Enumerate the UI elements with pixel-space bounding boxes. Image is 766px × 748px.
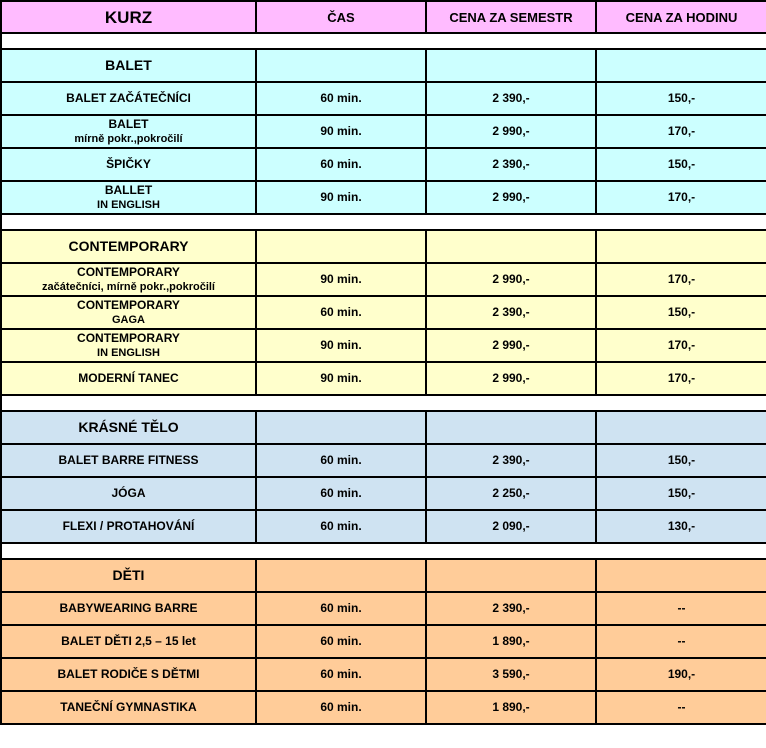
course-price-semester: 2 990,- [426,362,596,395]
section-header-row [1,411,766,444]
course-name-cell [1,592,256,625]
course-price-hour: -- [596,592,766,625]
header-cena-hodina: CENA ZA HODINU [596,1,766,33]
spacer-cell [1,543,766,559]
spacer-cell [1,33,766,49]
course-price-hour: 150,- [596,148,766,181]
course-name-cell [1,477,256,510]
price-table-body [1,1,766,724]
spacer-cell [1,395,766,411]
course-level: GAGA [112,313,145,326]
course-level: IN ENGLISH [97,198,160,211]
course-price-semester: 2 990,- [426,115,596,148]
course-name: BALET ZAČÁTEČNÍCI [66,91,191,105]
section-spacer [1,395,766,411]
header-cas: ČAS [256,1,426,33]
course-duration: 60 min. [256,148,426,181]
section-empty-cell [596,559,766,592]
course-duration: 90 min. [256,115,426,148]
course-price-semester: 2 390,- [426,592,596,625]
course-name-cell [1,82,256,115]
course-row [1,181,766,214]
course-name-cell [1,510,256,543]
course-row [1,296,766,329]
course-row [1,658,766,691]
course-name: CONTEMPORARY [77,297,180,312]
course-level: začátečníci, mírně pokr.,pokročilí [41,280,215,293]
course-price-hour: 170,- [596,329,766,362]
section-empty-cell [426,230,596,263]
course-price-hour: 170,- [596,263,766,296]
course-duration: 60 min. [256,444,426,477]
course-price-semester: 1 890,- [426,691,596,724]
section-spacer [1,543,766,559]
header-kurz: KURZ [1,1,256,33]
section-empty-cell [596,411,766,444]
section-empty-cell [256,230,426,263]
course-price-semester: 2 390,- [426,148,596,181]
course-price-hour: 150,- [596,444,766,477]
course-name: BALET BARRE FITNESS [58,453,199,467]
course-name-cell [1,181,256,214]
course-level: IN ENGLISH [97,346,160,359]
course-name: BALLET [104,182,153,197]
course-duration: 60 min. [256,296,426,329]
section-empty-cell [426,411,596,444]
course-duration: 60 min. [256,658,426,691]
course-price-semester: 2 990,- [426,329,596,362]
course-name-cell [1,263,256,296]
section-empty-cell [256,49,426,82]
course-price-hour: 190,- [596,658,766,691]
spacer-cell [1,214,766,230]
section-empty-cell [596,49,766,82]
header-cena-semestr: CENA ZA SEMESTR [426,1,596,33]
course-duration: 60 min. [256,691,426,724]
course-duration: 60 min. [256,510,426,543]
course-duration: 60 min. [256,477,426,510]
course-price-hour: 130,- [596,510,766,543]
course-price-hour: 150,- [596,82,766,115]
course-price-hour: 170,- [596,181,766,214]
section-empty-cell [426,559,596,592]
section-header-row [1,559,766,592]
course-name: TANEČNÍ GYMNASTIKA [60,700,197,714]
section-empty-cell [256,411,426,444]
course-row [1,691,766,724]
section-empty-cell [426,49,596,82]
course-row [1,477,766,510]
course-name: BABYWEARING BARRE [59,601,198,615]
course-row [1,329,766,362]
course-price-hour: -- [596,691,766,724]
course-name: BALET [108,116,149,131]
course-row [1,625,766,658]
course-name-cell [1,444,256,477]
course-price-semester: 1 890,- [426,625,596,658]
course-price-hour: -- [596,625,766,658]
course-row [1,444,766,477]
section-empty-cell [256,559,426,592]
course-price-hour: 170,- [596,362,766,395]
section-title: DĚTI [1,559,256,592]
course-duration: 90 min. [256,362,426,395]
course-name-cell [1,625,256,658]
course-name: BALET RODIČE S DĚTMI [57,667,200,681]
course-name-cell [1,329,256,362]
course-price-hour: 170,- [596,115,766,148]
course-price-semester: 2 990,- [426,263,596,296]
course-row [1,82,766,115]
course-duration: 60 min. [256,82,426,115]
course-row [1,263,766,296]
section-spacer [1,33,766,49]
course-duration: 90 min. [256,329,426,362]
course-name-cell [1,658,256,691]
course-name: FLEXI / PROTAHOVÁNÍ [62,519,195,533]
section-empty-cell [596,230,766,263]
course-price-semester: 2 990,- [426,181,596,214]
section-title: KRÁSNÉ TĚLO [1,411,256,444]
course-price-hour: 150,- [596,477,766,510]
course-duration: 60 min. [256,592,426,625]
course-price-semester: 2 390,- [426,82,596,115]
course-name: JÓGA [111,486,146,500]
course-name: CONTEMPORARY [77,330,180,345]
section-title: CONTEMPORARY [1,230,256,263]
course-price-hour: 150,- [596,296,766,329]
course-row [1,148,766,181]
header-row [1,1,766,33]
course-name: CONTEMPORARY [77,264,180,279]
course-name-cell [1,362,256,395]
section-title: BALET [1,49,256,82]
course-name: BALET DĚTI 2,5 – 15 let [61,634,196,648]
course-name-cell [1,691,256,724]
course-row [1,592,766,625]
course-price-semester: 3 590,- [426,658,596,691]
course-duration: 90 min. [256,181,426,214]
course-price-semester: 2 390,- [426,444,596,477]
section-header-row [1,230,766,263]
course-name-cell [1,148,256,181]
section-header-row [1,49,766,82]
course-level: mírně pokr.,pokročilí [74,132,183,145]
course-duration: 90 min. [256,263,426,296]
course-price-semester: 2 390,- [426,296,596,329]
course-name-cell [1,115,256,148]
course-name-cell [1,296,256,329]
course-price-semester: 2 250,- [426,477,596,510]
course-name: MODERNÍ TANEC [78,371,179,385]
course-name: ŠPIČKY [106,157,151,171]
section-spacer [1,214,766,230]
course-row [1,510,766,543]
course-price-semester: 2 090,- [426,510,596,543]
course-row [1,362,766,395]
course-row [1,115,766,148]
course-duration: 60 min. [256,625,426,658]
